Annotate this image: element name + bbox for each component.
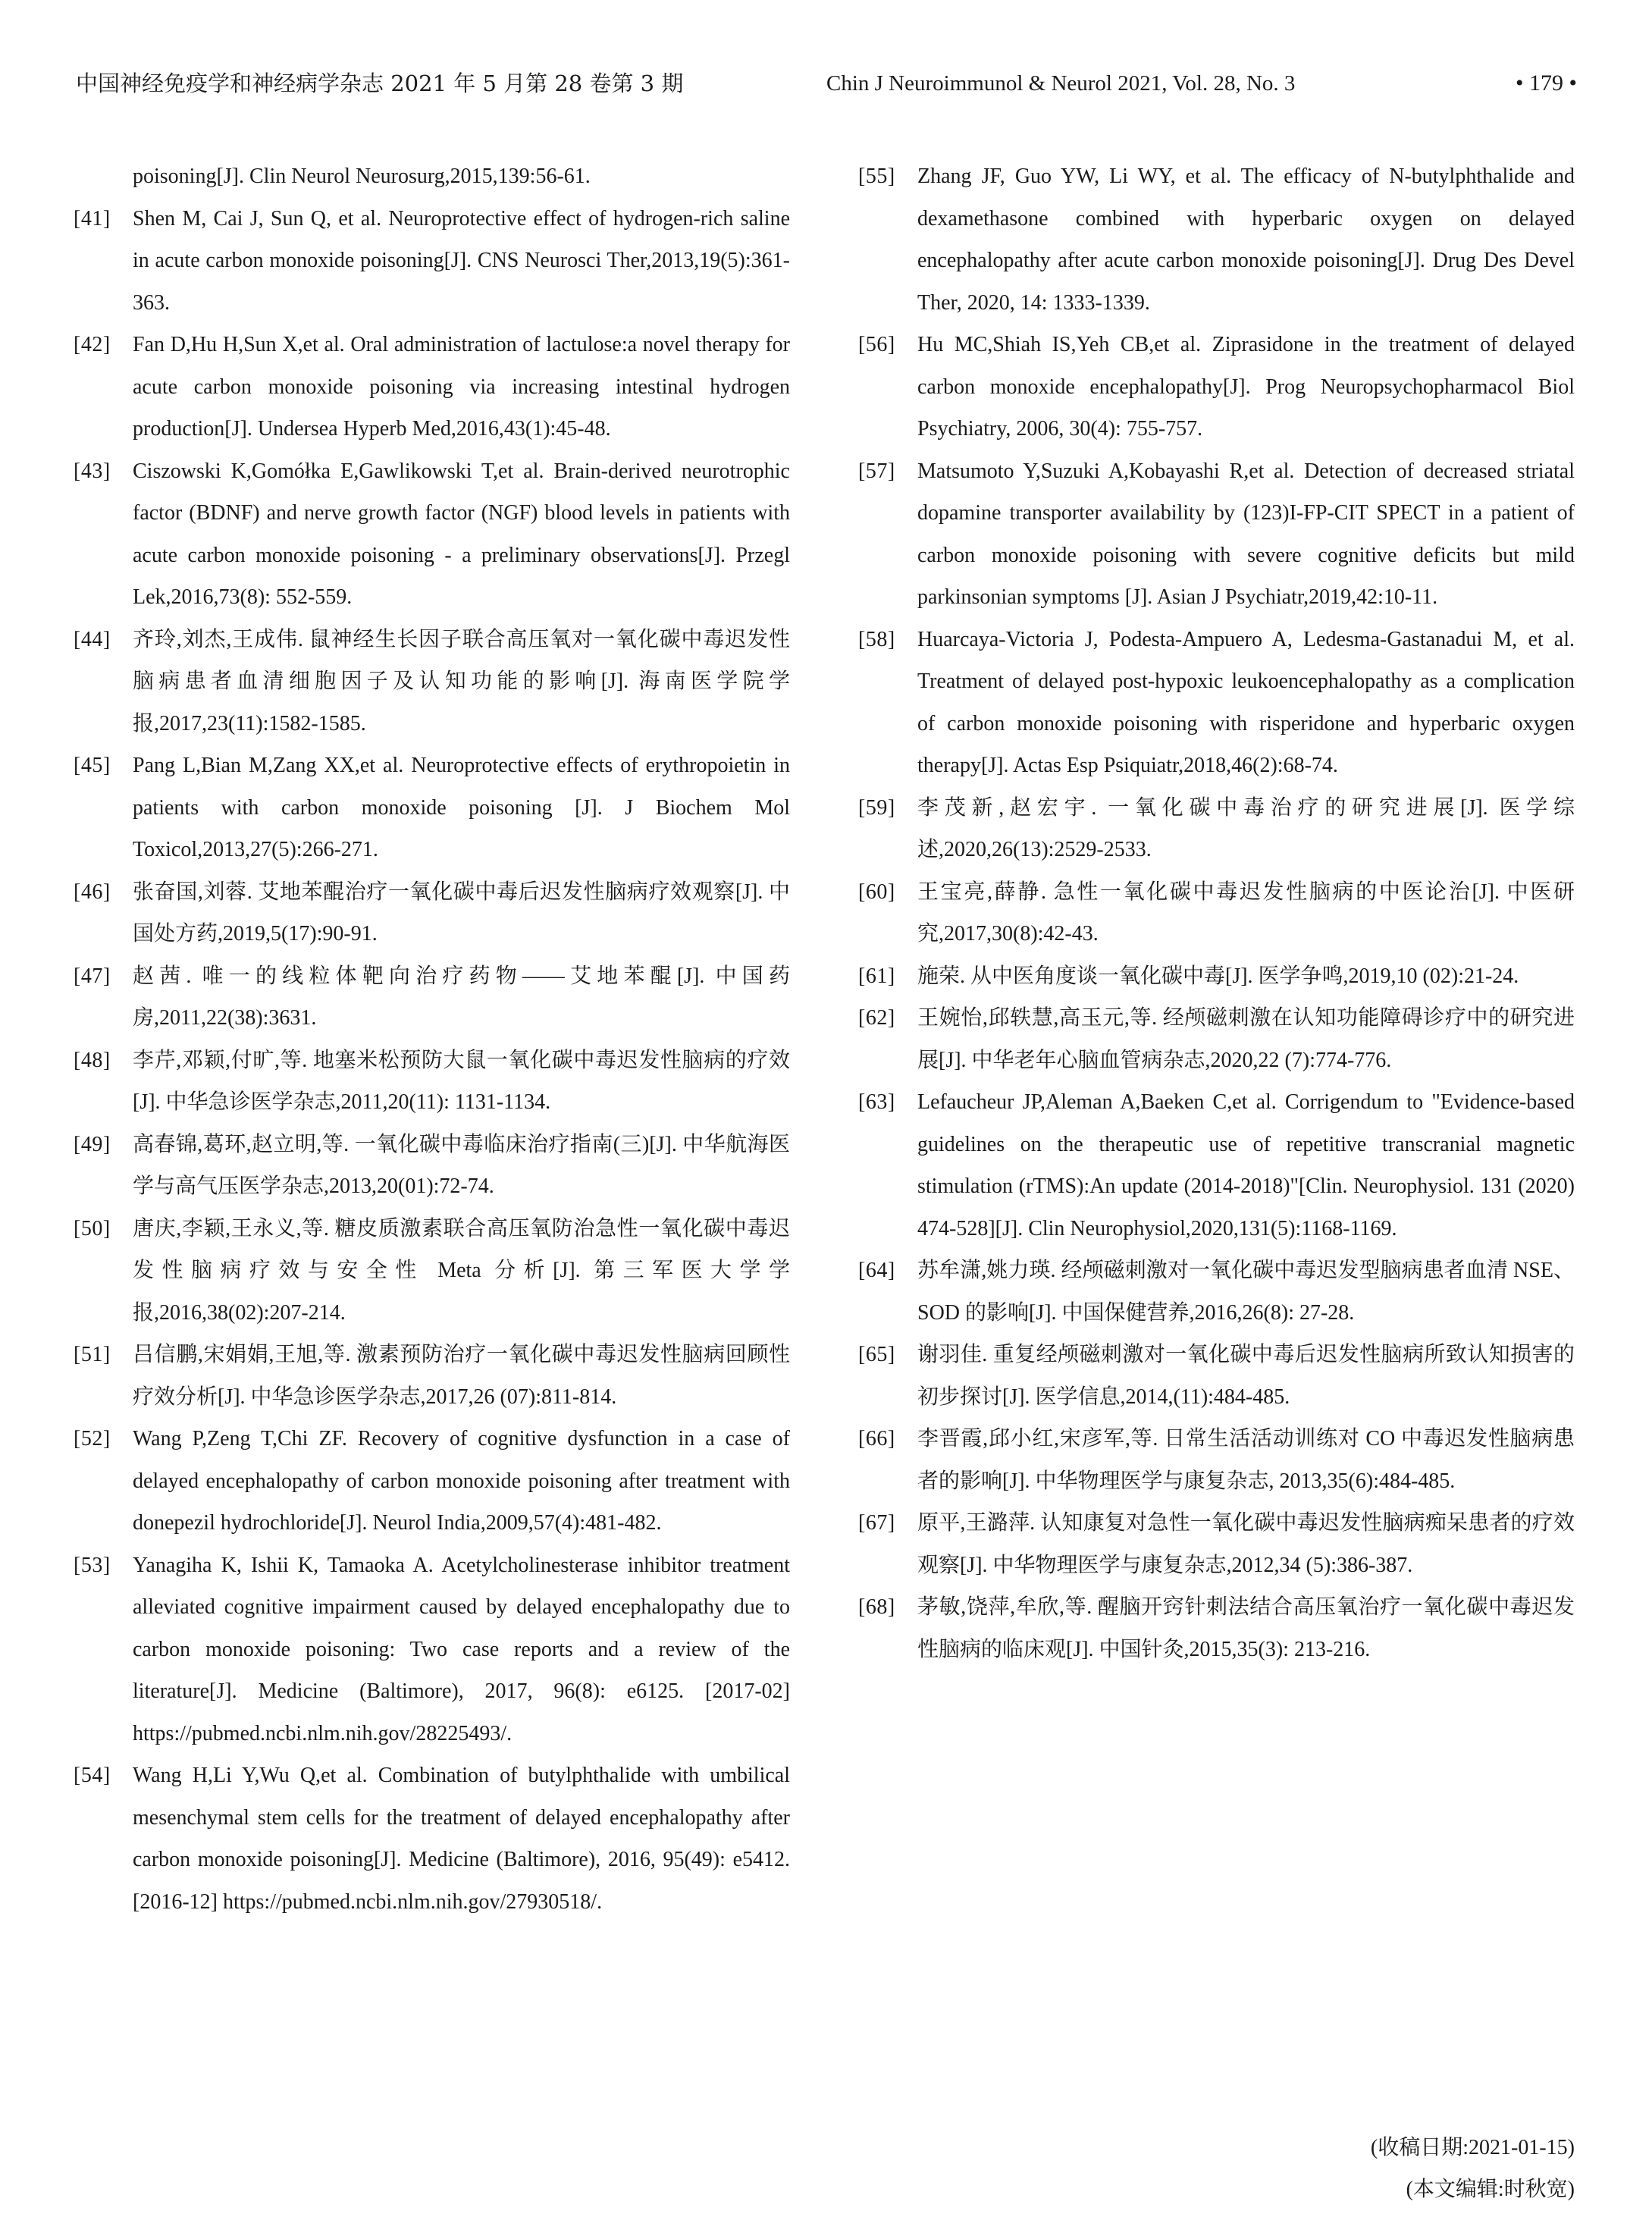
reference-number: [52] [74, 1427, 111, 1450]
reference-number: [51] [74, 1343, 111, 1366]
reference-text: 赵茜. 唯一的线粒体靶向治疗药物——艾地苯醌[J]. 中国药房,2011,22(38):3631. [133, 964, 790, 1030]
reference-42 [74, 324, 790, 450]
reference-text: 高春锦,葛环,赵立明,等. 一氧化碳中毒临床治疗指南(三)[J]. 中华航海医学与高气压医学杂志,2013,20(01):72-74. [133, 1132, 790, 1198]
reference-number: [46] [74, 880, 111, 904]
reference-number: [66] [858, 1427, 895, 1450]
reference-text: 李茂新,赵宏宇. 一氧化碳中毒治疗的研究进展[J]. 医学综述,2020,26(13):2529-2533. [917, 795, 1575, 861]
reference-text: Pang L,Bian M,Zang XX,et al. Neuroprotective effects of erythropoietin in patients with carbon monoxide poisoning [J]. J Biochem Mol Toxicol,2013,27(5):266-271. [133, 754, 790, 861]
reference-number: [55] [858, 165, 895, 188]
reference-58 [858, 619, 1575, 787]
reference-55 [858, 155, 1575, 324]
reference-text: Yanagiha K, Ishii K, Tamaoka A. Acetylcholinesterase inhibitor treatment alleviated cognitive impairment caused by delayed encephalopathy due to carbon monoxide poisoning: Two case reports and a review of the literature[J]. Medicine (Baltimore), 2017, 96(8): e6125. [2017-02] https://pubmed.ncbi.nlm.nih.gov/28225493/. [133, 1553, 790, 1745]
reference-62 [858, 997, 1575, 1081]
reference-49 [74, 1124, 790, 1208]
reference-number: [62] [858, 1006, 895, 1030]
reference-number: [68] [858, 1595, 895, 1619]
reference-number: [63] [858, 1090, 895, 1114]
reference-text: 王婉怡,邱轶慧,高玉元,等. 经颅磁刺激在认知功能障碍诊疗中的研究进展[J]. 中华老年心脑血管病杂志,2020,22 (7):774-776. [917, 1006, 1575, 1072]
reference-52 [74, 1418, 790, 1545]
reference-text: 王宝亮,薛静. 急性一氧化碳中毒迟发性脑病的中医论治[J]. 中医研究,2017,30(8):42-43. [917, 880, 1575, 946]
reference-48 [74, 1040, 790, 1124]
reference-text: Shen M, Cai J, Sun Q, et al. Neuroprotective effect of hydrogen-rich saline in acute carbon monoxide poisoning[J]. CNS Neurosci Ther,2013,19(5):361-363. [133, 206, 790, 315]
reference-59 [858, 787, 1575, 871]
reference-number: [42] [74, 333, 111, 356]
reference-number: [57] [858, 459, 895, 483]
reference-text: Huarcaya-Victoria J, Podesta-Ampuero A, Ledesma-Gastanadui M, et al. Treatment of delayed post-hypoxic leukoencephalopathy as a complication of carbon monoxide poisoning with risperidone and hyperbaric oxygen therapy[J]. Actas Esp Psiquiatr,2018,46(2):68-74. [917, 627, 1575, 777]
reference-41 [74, 198, 790, 325]
reference-53 [74, 1545, 790, 1755]
reference-text: 谢羽佳. 重复经颅磁刺激对一氧化碳中毒后迟发性脑病所致认知损害的初步探讨[J]. 医学信息,2014,(11):484-485. [917, 1343, 1575, 1409]
received-date: (收稿日期:2021-01-15) [1370, 2136, 1575, 2159]
reference-number: [44] [74, 627, 111, 651]
reference-45 [74, 745, 790, 871]
reference-46 [74, 871, 790, 955]
reference-61 [858, 955, 1575, 998]
reference-number: [48] [74, 1048, 111, 1072]
reference-number: [59] [858, 795, 895, 820]
reference-number: [54] [74, 1764, 111, 1787]
reference-number: [41] [74, 206, 111, 230]
reference-number: [43] [74, 459, 111, 483]
reference-text: 施荣. 从中医角度谈一氧化碳中毒[J]. 医学争鸣,2019,10 (02):21-24. [917, 964, 1519, 988]
reference-number: [60] [858, 880, 895, 904]
reference-text: 吕信鹏,宋娟娟,王旭,等. 激素预防治疗一氧化碳中毒迟发性脑病回顾性疗效分析[J]. 中华急诊医学杂志,2017,26 (07):811-814. [133, 1343, 790, 1409]
journal-title-en: Chin J Neuroimmunol & Neurol 2021, Vol. 28, No. 3 [826, 71, 1296, 96]
reference-text: 齐玲,刘杰,王成伟. 鼠神经生长因子联合高压氧对一氧化碳中毒迟发性脑病患者血清细胞因子及认知功能的影响[J]. 海南医学院学报,2017,23(11):1582-1585. [133, 627, 790, 735]
reference-68 [858, 1586, 1575, 1670]
reference-47 [74, 955, 790, 1040]
reference-65 [858, 1334, 1575, 1418]
reference-text: Lefaucheur JP,Aleman A,Baeken C,et al. Corrigendum to "Evidence-based guidelines on the therapeutic use of repetitive transcranial magnetic stimulation (rTMS):An update (2014-2018)"[Clin. Neurophysiol. 131 (2020) 474-528][J]. Clin Neurophysiol,2020,131(5):1168-1169. [917, 1090, 1575, 1240]
reference-text: 唐庆,李颖,王永义,等. 糖皮质激素联合高压氧防治急性一氧化碳中毒迟发性脑病疗效与安全性 Meta 分析[J]. 第三军医大学学报,2016,38(02):207-214. [133, 1216, 790, 1325]
reference-64 [858, 1250, 1575, 1334]
reference-54 [74, 1755, 790, 1923]
reference-number: [50] [74, 1216, 111, 1240]
reference-number: [56] [858, 333, 895, 356]
reference-43 [74, 450, 790, 619]
reference-number: [61] [858, 964, 895, 988]
reference-column-right [858, 155, 1575, 1670]
reference-51 [74, 1334, 790, 1418]
reference-text: 茅敏,饶萍,牟欣,等. 醒脑开窍针刺法结合高压氧治疗一氧化碳中毒迟发性脑病的临床观[J]. 中国针灸,2015,35(3): 213-216. [917, 1595, 1575, 1661]
reference-50 [74, 1208, 790, 1334]
journal-title-cn: 中国神经免疫学和神经病学杂志 2021 年 5 月第 28 卷第 3 期 [76, 71, 684, 96]
reference-66 [858, 1418, 1575, 1502]
reference-text: Zhang JF, Guo YW, Li WY, et al. The efficacy of N-butylphthalide and dexamethasone combined with hyperbaric oxygen on delayed encephalopathy after acute carbon monoxide poisoning[J]. Drug Des Devel Ther, 2020, 14: 1333-1339. [917, 165, 1575, 315]
reference-text: 苏牟潇,姚力瑛. 经颅磁刺激对一氧化碳中毒迟发型脑病患者血清 NSE、SOD 的影响[J]. 中国保健营养,2016,26(8): 27-28. [917, 1259, 1575, 1325]
reference-text: Ciszowski K,Gomółka E,Gawlikowski T,et al. Brain-derived neurotrophic factor (BDNF) and nerve growth factor (NGF) blood levels in patients with acute carbon monoxide poisoning - a preliminary observations[J]. Przegl Lek,2016,73(8): 552-559. [133, 459, 790, 609]
reference-number: [67] [858, 1511, 895, 1535]
reference-text: Matsumoto Y,Suzuki A,Kobayashi R,et al. Detection of decreased striatal dopamine transporter availability by (123)I-FP-CIT SPECT in a patient of carbon monoxide poisoning with severe cognitive deficits but mild parkinsonian symptoms [J]. Asian J Psychiatr,2019,42:10-11. [917, 459, 1575, 609]
reference-60 [858, 871, 1575, 955]
reference-number: [49] [74, 1132, 111, 1156]
reference-63 [858, 1081, 1575, 1250]
reference-text: Fan D,Hu H,Sun X,et al. Oral administration of lactulose:a novel therapy for acute carbon monoxide poisoning via increasing intestinal hydrogen production[J]. Undersea Hyperb Med,2016,43(1):45-48. [133, 333, 790, 441]
page-number: • 179 • [1515, 71, 1577, 96]
reference-text: Wang P,Zeng T,Chi ZF. Recovery of cognitive dysfunction in a case of delayed encephalopathy of carbon monoxide poisoning after treatment with donepezil hydrochloride[J]. Neurol India,2009,57(4):481-482. [133, 1427, 790, 1535]
reference-number: [45] [74, 754, 111, 777]
reference-number: [47] [74, 964, 111, 988]
reference-column-left [74, 155, 790, 1923]
reference-text: Hu MC,Shiah IS,Yeh CB,et al. Ziprasidone in the treatment of delayed carbon monoxide encephalopathy[J]. Prog Neuropsychopharmacol Biol Psychiatry, 2006, 30(4): 755-757. [917, 333, 1575, 441]
reference-continuation: poisoning[J]. Clin Neurol Neurosurg,2015,139:56-61. [133, 165, 591, 188]
article-editor: (本文编辑:时秋宽) [1406, 2178, 1575, 2201]
reference-number: [65] [858, 1343, 895, 1366]
reference-67 [858, 1502, 1575, 1586]
reference-57 [858, 450, 1575, 619]
reference-number: [58] [858, 627, 895, 651]
reference-text: 原平,王潞萍. 认知康复对急性一氧化碳中毒迟发性脑病痴呆患者的疗效观察[J]. 中华物理医学与康复杂志,2012,34 (5):386-387. [917, 1511, 1575, 1577]
running-header [76, 65, 1577, 102]
reference-number: [53] [74, 1553, 111, 1577]
reference-text: 张奋国,刘蓉. 艾地苯醌治疗一氧化碳中毒后迟发性脑病疗效观察[J]. 中国处方药,2019,5(17):90-91. [133, 880, 790, 946]
reference-number: [64] [858, 1259, 895, 1282]
reference-text: 李芹,邓颖,付旷,等. 地塞米松预防大鼠一氧化碳中毒迟发性脑病的疗效[J]. 中华急诊医学杂志,2011,20(11): 1131-1134. [133, 1048, 790, 1114]
reference-text: 李晋霞,邱小红,宋彦军,等. 日常生活活动训练对 CO 中毒迟发性脑病患者的影响[J]. 中华物理医学与康复杂志, 2013,35(6):484-485. [917, 1427, 1575, 1493]
reference-56 [858, 324, 1575, 450]
reference-text: Wang H,Li Y,Wu Q,et al. Combination of butylphthalide with umbilical mesenchymal stem cells for the treatment of delayed encephalopathy after carbon monoxide poisoning[J]. Medicine (Baltimore), 2016, 95(49): e5412. [2016-12] https://pubmed.ncbi.nlm.nih.gov/27930518/. [133, 1764, 790, 1914]
reference-44 [74, 619, 790, 745]
